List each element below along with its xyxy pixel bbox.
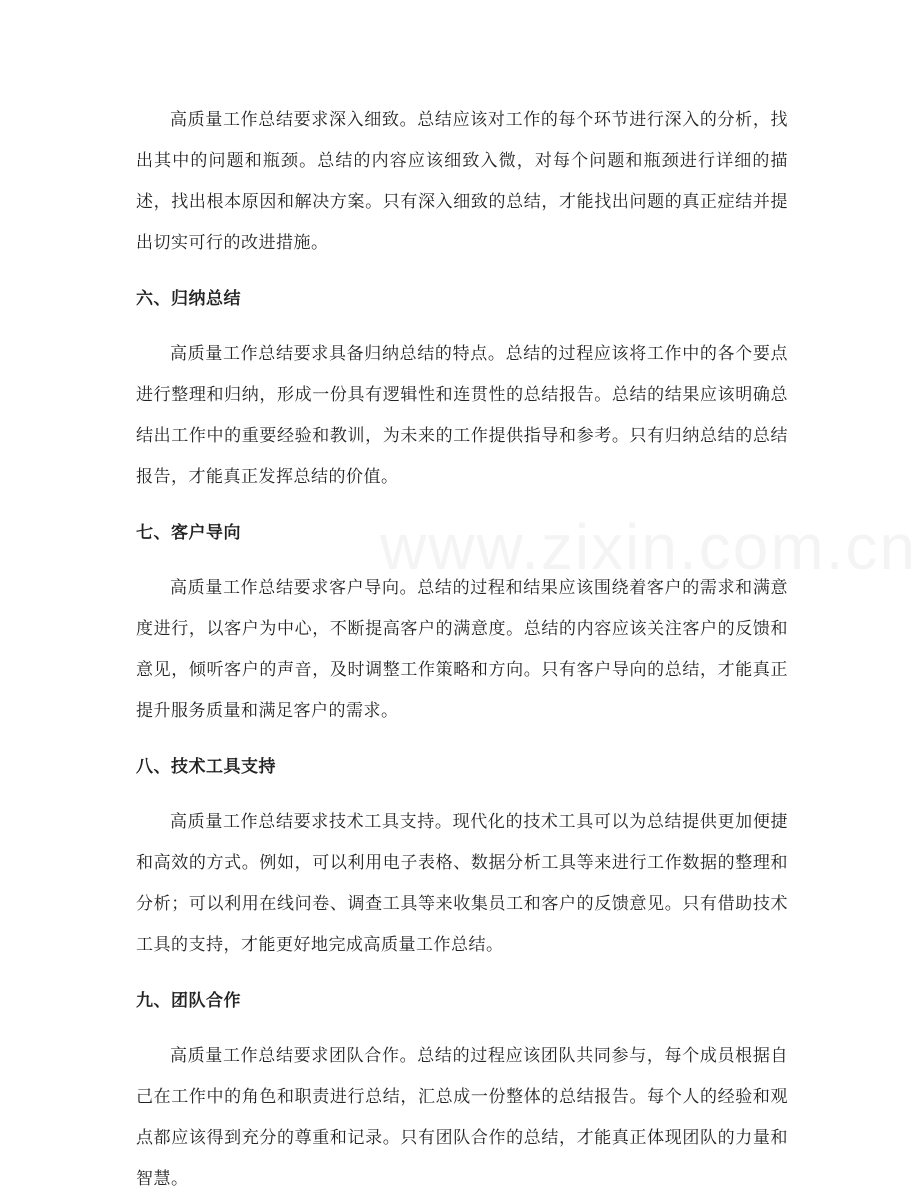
section-heading-7: 七、客户导向 — [136, 523, 241, 543]
paragraph-8: 高质量工作总结要求技术工具支持。现代化的技术工具可以为总结提供更加便捷和高效的方式。例如，可以利用电子表格、数据分析工具等来进行工作数据的整理和分析；可以利用在线问卷、调查工具等来收集员工和客户的反馈意见。只有借助技术工具的支持，才能更好地完成高质量工作总结。 — [136, 812, 788, 955]
paragraph-6: 高质量工作总结要求具备归纳总结的特点。总结的过程应该将工作中的各个要点进行整理和归纳，形成一份具有逻辑性和连贯性的总结报告。总结的结果应该明确总结出工作中的重要经验和教训，为未来的工作提供指导和参考。只有归纳总结的总结报告，才能真正发挥总结的价值。 — [136, 344, 788, 487]
paragraph-9: 高质量工作总结要求团队合作。总结的过程应该团队共同参与，每个成员根据自己在工作中的角色和职责进行总结，汇总成一份整体的总结报告。每个人的经验和观点都应该得到充分的尊重和记录。只有团队合作的总结，才能真正体现团队的力量和智慧。 — [136, 1046, 788, 1189]
paragraph-intro: 高质量工作总结要求深入细致。总结应该对工作的每个环节进行深入的分析，找出其中的问题和瓶颈。总结的内容应该细致入微，对每个问题和瓶颈进行详细的描述，找出根本原因和解决方案。只有深入细致的总结，才能找出问题的真正症结并提出切实可行的改进措施。 — [136, 110, 788, 253]
paragraph-7: 高质量工作总结要求客户导向。总结的过程和结果应该围绕着客户的需求和满意度进行，以客户为中心，不断提高客户的满意度。总结的内容应该关注客户的反馈和意见，倾听客户的声音，及时调整工作策略和方向。只有客户导向的总结，才能真正提升服务质量和满足客户的需求。 — [136, 578, 788, 721]
section-heading-6: 六、归纳总结 — [136, 289, 241, 309]
document-body — [136, 100, 788, 1200]
section-heading-8: 八、技术工具支持 — [136, 757, 276, 777]
section-heading-9: 九、团队合作 — [136, 991, 241, 1011]
